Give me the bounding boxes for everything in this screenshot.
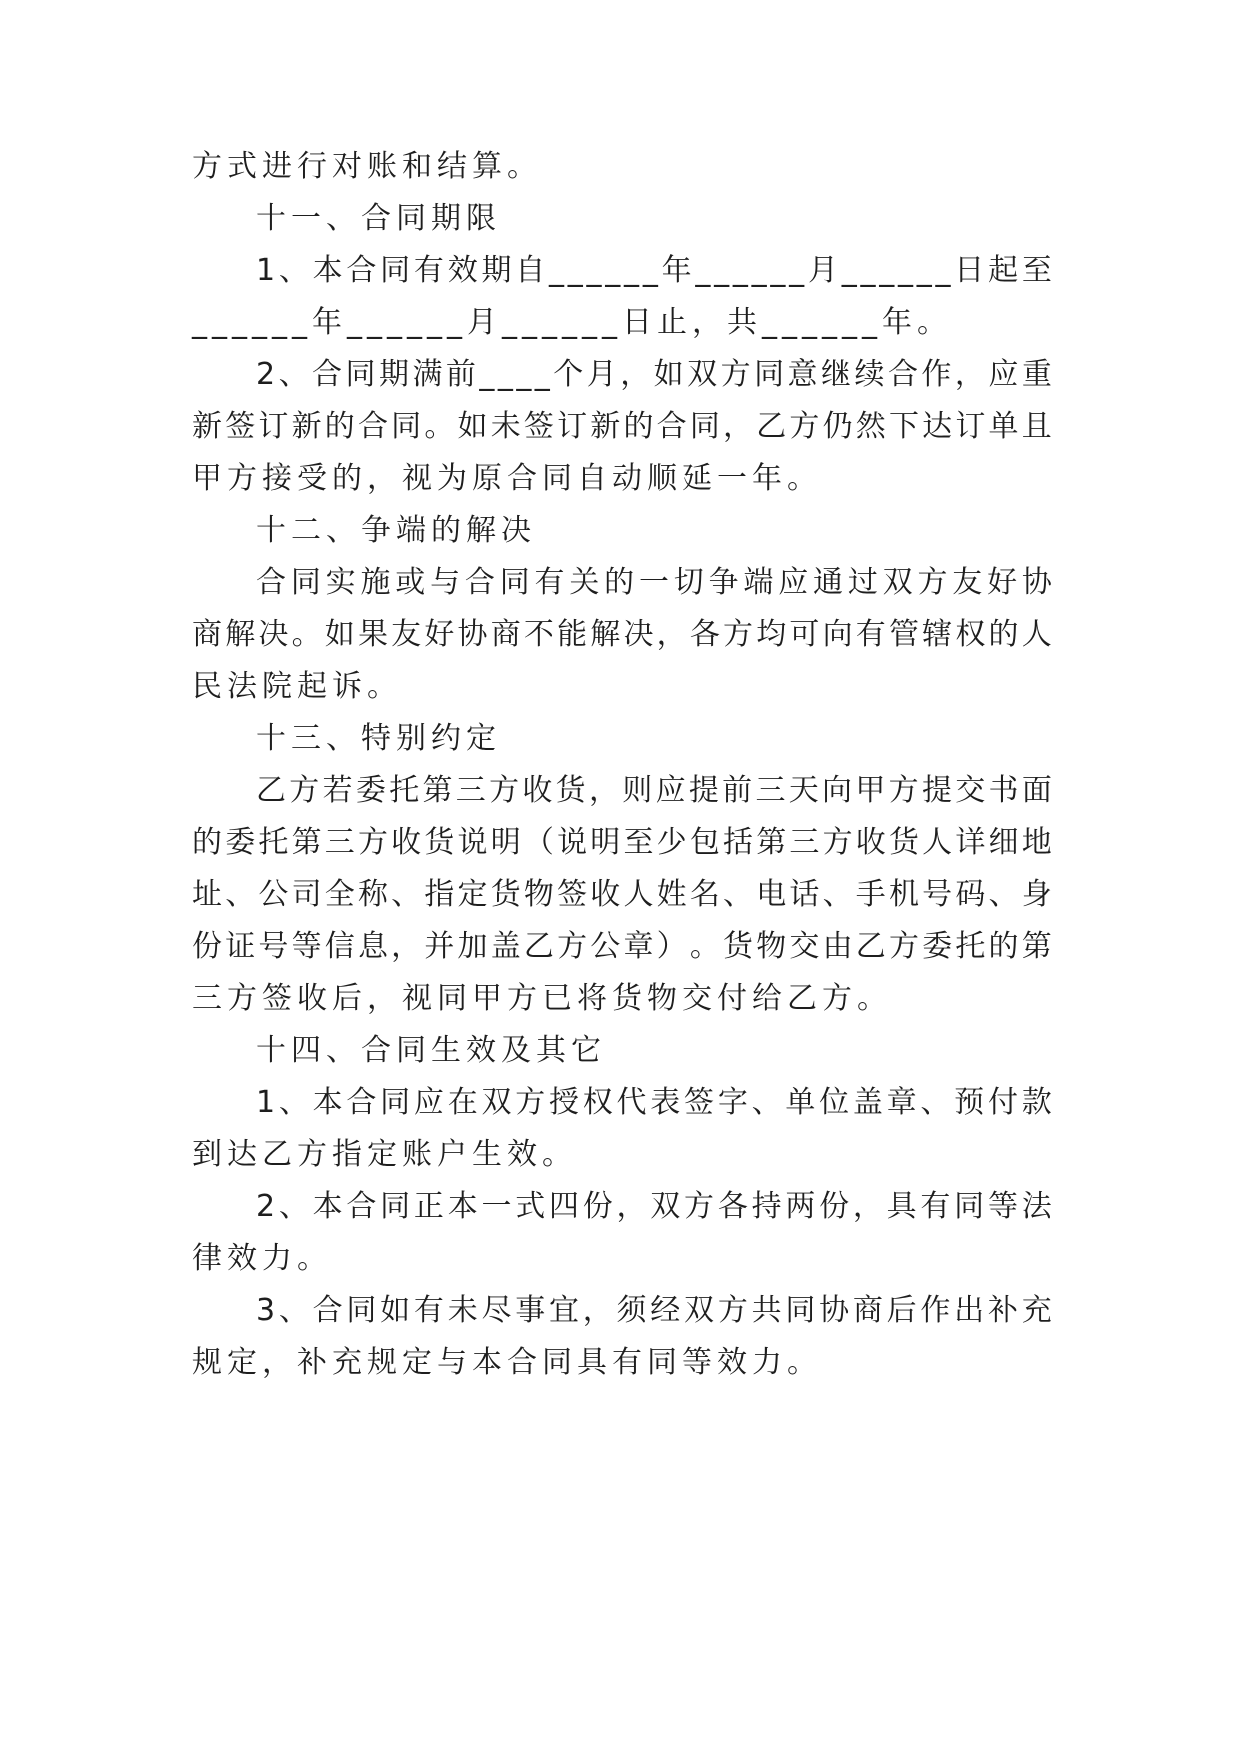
text-line: 份 证 号 等 信 息 ， 并 加 盖 乙 方 公 章 ） 。 货 物 交 由 乙 方 委 托 的 第: [192, 929, 1052, 964]
text-line: 三方签收后，视同甲方已将货物交付给乙方。: [192, 981, 892, 1016]
text-line: 的 委 托 第 三 方 收 货 说 明 （ 说 明 至 少 包 括 第 三 方 收 货 人 详 细 地: [192, 825, 1052, 860]
text-line: 1 、 本 合 同 应 在 双 方 授 权 代 表 签 字 、 单 位 盖 章 、 预 付 款: [256, 1085, 1052, 1120]
text-line: 合 同 实 施 或 与 合 同 有 关 的 一 切 争 端 应 通 过 双 方 友 好 协: [256, 565, 1052, 600]
section-heading-12: 十二、争端的解决: [256, 513, 536, 548]
text-line: 3 、 合 同 如 有 未 尽 事 宜 ， 须 经 双 方 共 同 协 商 后 作 出 补 充: [256, 1293, 1052, 1328]
section-heading-13: 十三、特别约定: [256, 721, 501, 756]
text-line: 2 、 合 同 期 满 前 _ _ _ _ 个 月 ， 如 双 方 同 意 继 续 合 作 ， 应 重: [256, 357, 1052, 392]
text-line: 2 、 本 合 同 正 本 一 式 四 份 ， 双 方 各 持 两 份 ， 具 有 同 等 法: [256, 1189, 1052, 1224]
text-line: 商 解 决 。 如 果 友 好 协 商 不 能 解 决 ， 各 方 均 可 向 有 管 辖 权 的 人: [192, 617, 1052, 652]
text-line: 规定，补充规定与本合同具有同等效力。: [192, 1345, 822, 1380]
text-line: 甲方接受的，视为原合同自动顺延一年。: [192, 461, 822, 496]
text-line: 新 签 订 新 的 合 同 。 如 未 签 订 新 的 合 同 ， 乙 方 仍 然 下 达 订 单 且: [192, 409, 1052, 444]
text-line: 方式进行对账和结算。: [192, 149, 542, 184]
text-line: 民法院起诉。: [192, 669, 402, 704]
text-line: ______年______月______日止，共______年。: [192, 305, 952, 340]
text-line: 律效力。: [192, 1241, 332, 1276]
text-line: 到达乙方指定账户生效。: [192, 1137, 577, 1172]
section-heading-14: 十四、合同生效及其它: [256, 1033, 606, 1068]
text-line: 址 、 公 司 全 称 、 指 定 货 物 签 收 人 姓 名 、 电 话 、 手 机 号 码 、 身: [192, 877, 1052, 912]
text-line: 1 、 本 合 同 有 效 期 自 _ _ _ _ _ _ 年 _ _ _ _ _ _ 月 _ _ _ _ _ _ 日 起 至: [256, 253, 1052, 288]
text-line: 乙 方 若 委 托 第 三 方 收 货 ， 则 应 提 前 三 天 向 甲 方 提 交 书 面: [256, 773, 1052, 808]
section-heading-11: 十一、合同期限: [256, 201, 501, 236]
